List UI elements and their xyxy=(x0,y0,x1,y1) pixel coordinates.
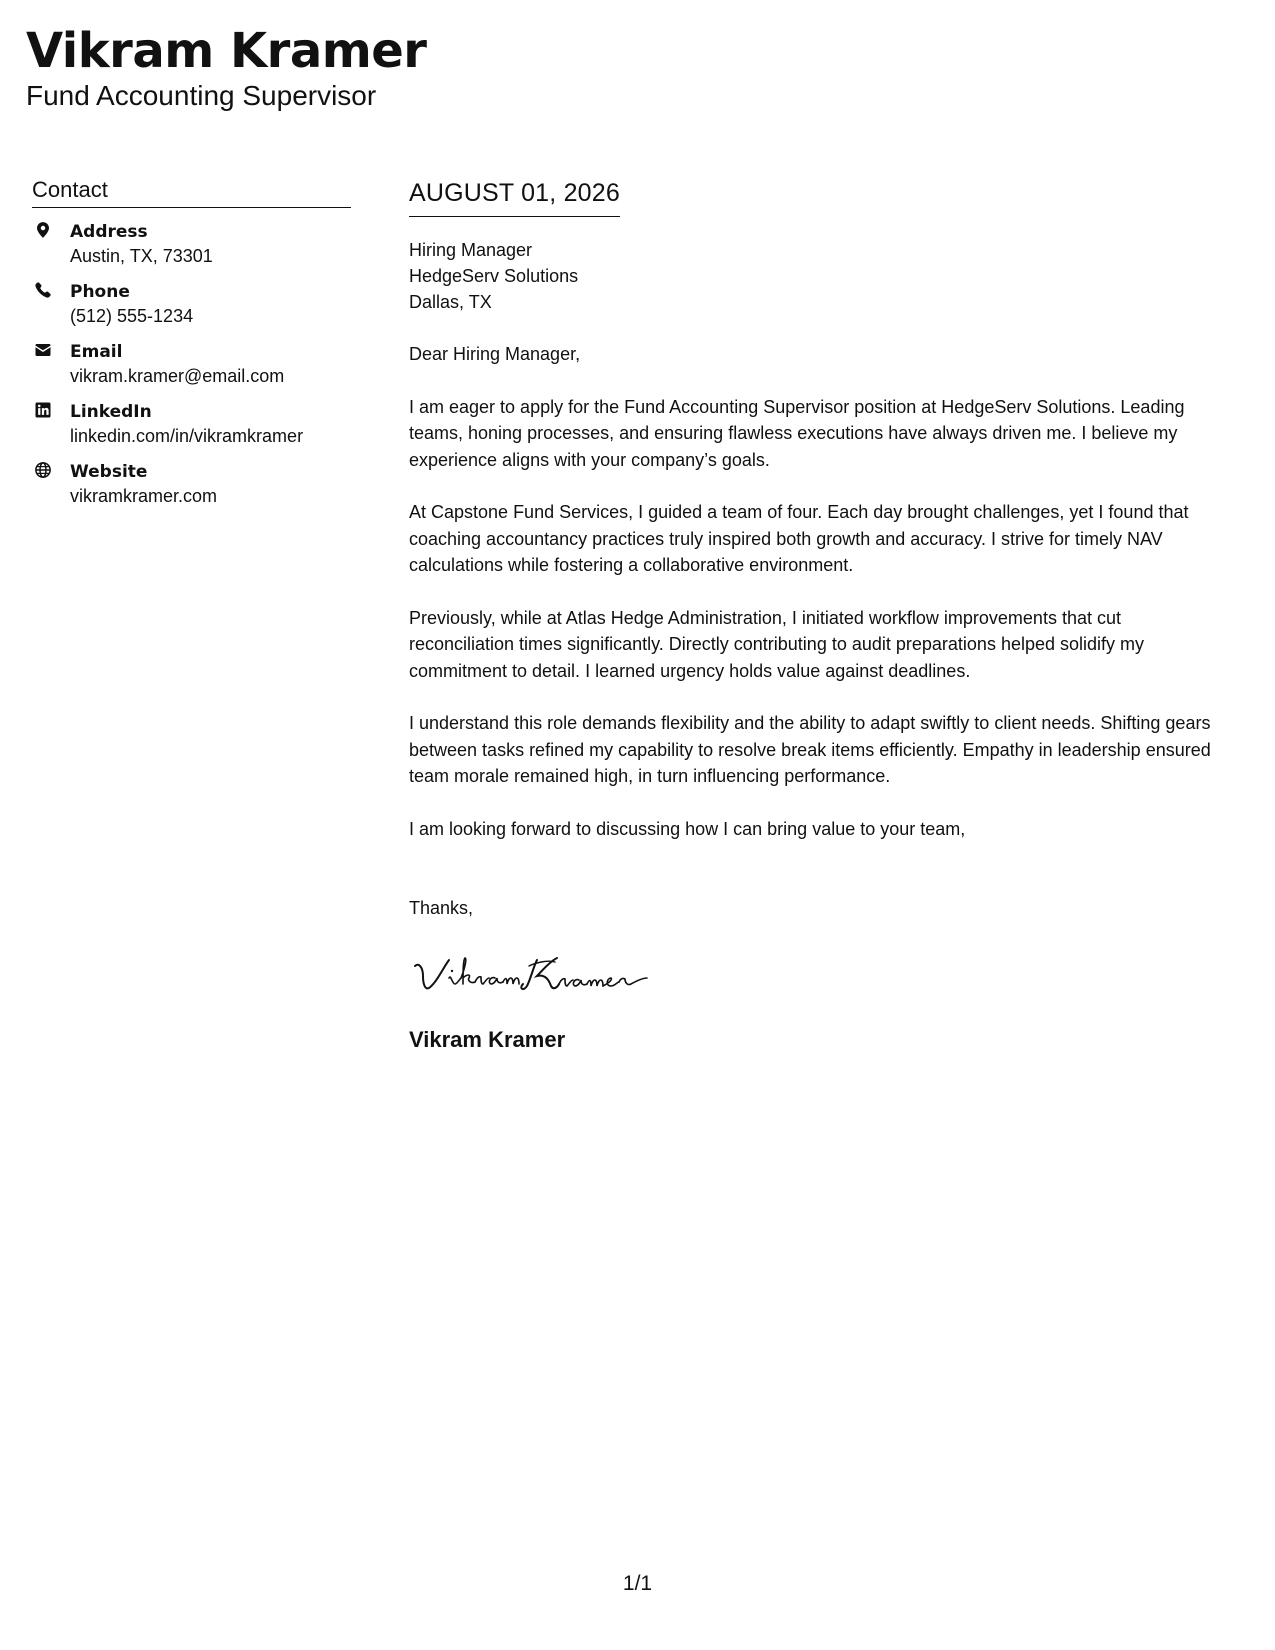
letter-paragraph: Previously, while at Atlas Hedge Administration, I initiated workflow improvements that cut reconciliation times significantly. Directly contributing to audit preparations helped solidify my commitment to detail. I learned urgency holds value against deadlines. xyxy=(409,607,1145,681)
signer-name: Vikram Kramer xyxy=(409,1026,566,1052)
linkedin-icon xyxy=(34,401,52,419)
recipient-line: Dallas, TX xyxy=(409,292,492,312)
contact-item-address xyxy=(32,220,351,269)
email-value[interactable]: vikram.kramer@email.com xyxy=(70,366,285,386)
website-value[interactable]: vikramkramer.com xyxy=(70,486,218,506)
recipient-line: HedgeServ Solutions xyxy=(409,266,579,286)
handwritten-signature xyxy=(409,944,669,1004)
applicant-title: Fund Accounting Supervisor xyxy=(26,80,377,111)
contact-heading: Contact xyxy=(32,176,351,208)
signoff: Thanks, xyxy=(409,898,474,918)
contact-label: LinkedIn xyxy=(70,402,152,422)
letter-date: AUGUST 01, 2026 xyxy=(409,176,620,217)
phone-icon xyxy=(34,281,52,299)
contact-item-linkedin xyxy=(32,400,351,449)
contact-label: Address xyxy=(70,222,148,242)
phone-value: (512) 555-1234 xyxy=(70,306,194,326)
recipient-block xyxy=(409,237,1229,315)
address-value: Austin, TX, 73301 xyxy=(70,246,213,266)
linkedin-value[interactable]: linkedin.com/in/vikramkramer xyxy=(70,426,304,446)
envelope-icon xyxy=(34,341,52,359)
contact-item-website xyxy=(32,460,351,509)
recipient-line: Hiring Manager xyxy=(409,240,533,260)
contact-sidebar xyxy=(32,176,351,520)
letter-paragraph: At Capstone Fund Services, I guided a team of four. Each day brought challenges, yet I found that coaching accountancy practices truly inspired both growth and accuracy. I strive for timely NAV calculations while fostering a collaborative environment. xyxy=(409,502,1189,575)
page-number: 1/1 xyxy=(622,1572,653,1595)
contact-label: Website xyxy=(70,462,148,482)
letter-paragraph: I understand this role demands flexibility and the ability to adapt swiftly to client needs. Shifting gears between tasks refined my capability to resolve break items efficiently. Empathy in leadership ensured team morale remained high, in turn influencing performance. xyxy=(409,713,1211,786)
contact-label: Email xyxy=(70,342,123,362)
contact-item-phone xyxy=(32,280,351,329)
letter-body xyxy=(409,176,1229,1054)
letter-paragraph: I am eager to apply for the Fund Accounting Supervisor position at HedgeServ Solutions. Leading teams, honing processes, and ensuring flawless executions have always driven me. I believe my experience aligns with your company’s goals. xyxy=(409,396,1185,470)
map-pin-icon xyxy=(34,221,52,239)
globe-icon xyxy=(34,461,52,479)
closing-line: I am looking forward to discussing how I can bring value to your team, xyxy=(409,818,966,839)
contact-label: Phone xyxy=(70,282,130,302)
applicant-name: Vikram Kramer xyxy=(26,23,427,79)
resume-header xyxy=(26,22,426,112)
contact-item-email xyxy=(32,340,351,389)
salutation: Dear Hiring Manager, xyxy=(409,344,581,364)
